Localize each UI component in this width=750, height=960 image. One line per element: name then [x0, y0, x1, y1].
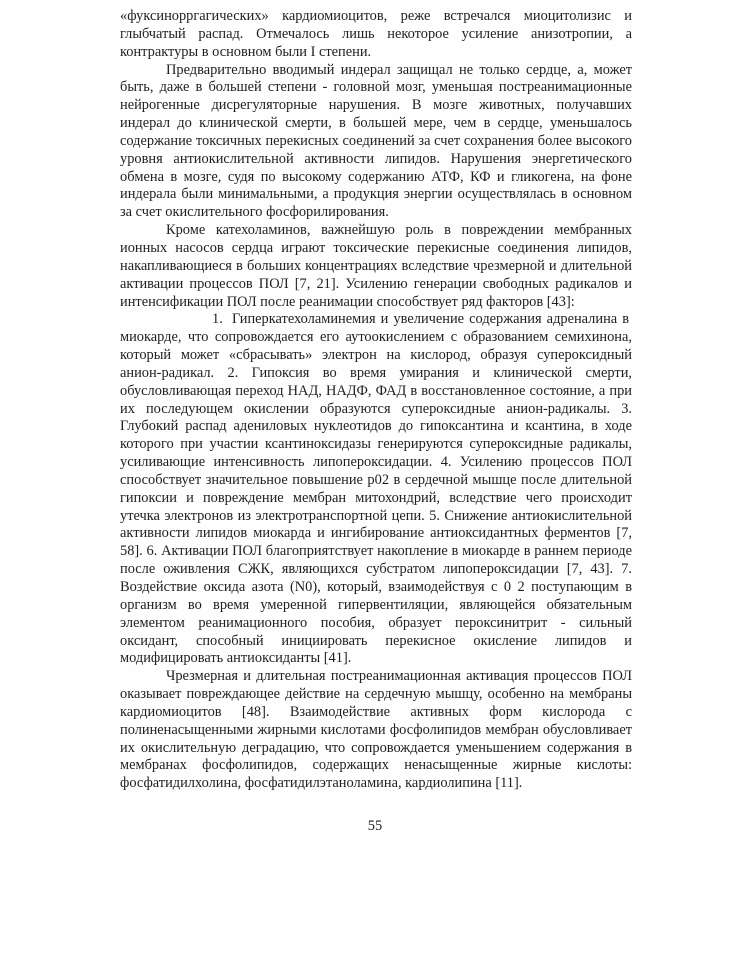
list-number: 1.	[212, 311, 223, 328]
paragraph-catecholamines: Кроме катехоламинов, важнейшую роль в повреждении мембранных ионных насосов сердца играют токсические перекисные соединения липидов, накапливающиеся в больших концентрациях вследствие чрезмерной и длительной активации процессов ПОЛ [7, 21]. Усилению генерации свободных радикалов и интенсификации ПОЛ после реанимации способствует ряд факторов [43]:	[120, 222, 632, 310]
list-factors-text: миокарде, что сопровождается его аутоокислением с образованием семихинона, который может «сбрасывать» электрон на кислород, образуя супероксидный анион-радикал. 2. Гипоксия во время умирания и клинической смерти, обусловливающая переход НАД, НАДФ, ФАД в восстановленное состояние, а при их последующем окислении образуются супероксидные анион-радикалы. 3. Глубокий распад адениловых нуклеотидов до гипоксантина и ксантина, в ходе которого при участии ксантиноксидазы генерируются супероксидные радикалы, усиливающие интенсивность липопероксидации. 4. Усилению процессов ПОЛ способствует значительное повышение р02 в сердечной мышце после длительной гипоксии и повреждение мембран митохондрий, вследствие чего происходит утечка электронов из электротранспортной цепи. 5. Снижение антиокислительной активности липидов миокарда и ингибирование антиоксидантных ферментов [7, 58]. 6. Активации ПОЛ благоприятствует накопление в миокарде в раннем периоде после оживления СЖК, являющихся субстратом липопероксидации [7, 43]. 7. Воздействие оксида азота (N0), который, взаимодействуя с 0 2 поступающим в организм во время умеренной гипервентиляции, являющейся обязательным элементом реанимационного пособия, образует пероксинитрит - сильный оксидант, способный инициировать перекисное окисление липидов и модифицировать антиоксиданты [41].	[120, 329, 632, 667]
body-text	[120, 8, 632, 793]
paragraph-inderal: Предварительно вводимый индерал защищал не только сердце, а, может быть, даже в большей степени - головной мозг, уменьшая постреанимационные нейрогенные дисрегуляторные нарушения. В мозге животных, получавших индерал до клинической смерти, в большей мере, чем в сердце, уменьшалось содержание токсичных перекисных соединений за счет сохранения более высокого уровня антиокислительной активности липидов. Нарушения энергетического обмена в мозге, судя по высокому содержанию АТФ, КФ и гликогена, на фоне индерала были минимальными, а продукция энергии осуществлялась в основном за счет окислительного фосфорилирования.	[120, 61, 632, 221]
paragraph-continuation: «фуксинорргагических» кардиомиоцитов, реже встречался миоцитолизис и глыбчатый распад. Отмечалось лишь некоторое усиление анизотропии, а контрактуры в основном были I степени.	[120, 8, 632, 60]
list-item-first-line	[120, 311, 690, 329]
page-number: 55	[367, 818, 383, 834]
list-first-line-text: Гиперкатехоламинемия и увеличение содержания адреналина в	[232, 311, 630, 328]
paragraph-lpo-activation: Чрезмерная и длительная постреанимационная активация процессов ПОЛ оказывает повреждающее действие на сердечную мышцу, особенно на мембраны кардиомиоцитов [48]. Взаимодействие активных форм кислорода с полиненасыщенными жирными кислотами фосфолипидов мембран обусловливает их окислительную деградацию, что сопровождается уменьшением содержания в мембранах фосфолипидов, содержащих ненасыщенные жирные кислоты: фосфатидилхолина, фосфатидилэтаноламина, кардиолипина [11].	[120, 668, 632, 792]
